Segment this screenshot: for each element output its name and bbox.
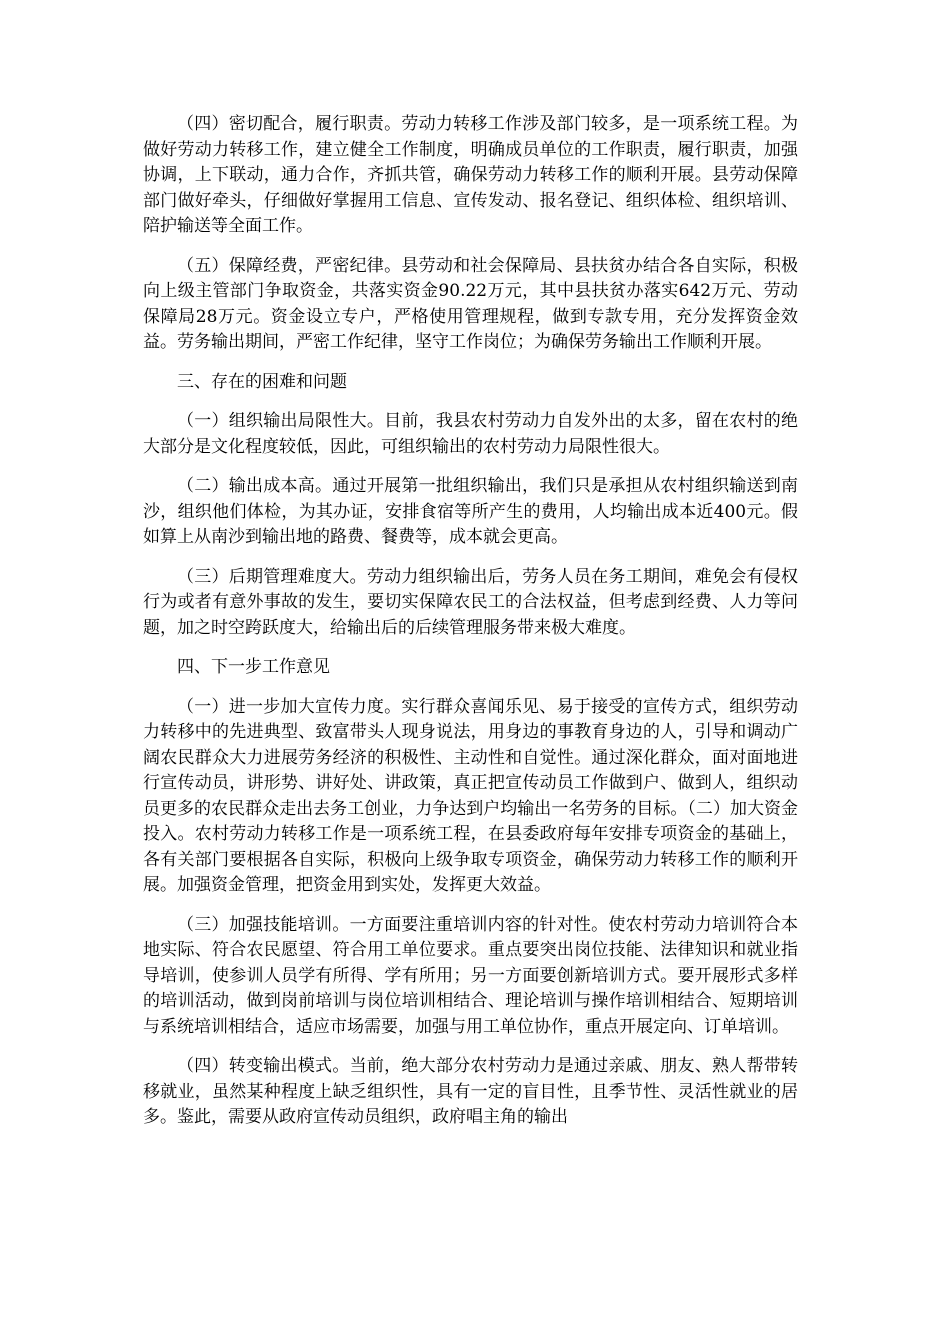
paragraph-training: （三）加强技能培训。一方面要注重培训内容的针对性。使农村劳动力培训符合本地实际、符合农民愿望、符合用工单位要求。重点要突出岗位技能、法律知识和就业指导培训，使参训人员学有所得、学有所用；另一方面要创新培训方式。要开展形式多样的培训活动，做到岗前培训与岗位培训相结合、理论培训与操作培训相结合、短期培训与系统培训相结合，适应市场需要，加强与用工单位协作，重点开展定向、订单培训。 — [143, 914, 798, 1037]
document-page — [143, 112, 798, 1145]
section-heading-problems: 三、存在的困难和问题 — [177, 371, 347, 392]
section-heading-next-steps: 四、下一步工作意见 — [177, 657, 330, 677]
paragraph-cooperation: （四）密切配合，履行职责。劳动力转移工作涉及部门较多，是一项系统工程。为做好劳动力转移工作，建立健全工作制度，明确成员单位的工作职责，履行职责，加强协调，上下联动，通力合作，齐抓共管，确保劳动力转移工作的顺利开展。县劳动保障部门做好牵头，仔细做好掌握用工信息、宣传发动、报名登记、组织体检、组织培训、陪护输送等全面工作。 — [143, 114, 798, 236]
paragraph-cost: （二）输出成本高。通过开展第一批组织输出，我们只是承担从农村组织输送到南沙，组织他们体检，为其办证，安排食宿等所产生的费用，人均输出成本近400元。假如算上从南沙到输出地的路费、餐费等，成本就会更高。 — [143, 476, 798, 547]
paragraph-publicity: （一）进一步加大宣传力度。实行群众喜闻乐见、易于接受的宣传方式，组织劳动力转移中的先进典型、致富带头人现身说法，用身边的事教育身边的人，引导和调动广阔农民群众大力进展劳务经济的积极性、主动性和自觉性。通过深化群众，面对面地进行宣传动员，讲形势、讲好处、讲政策，真正把宣传动员工作做到户、做到人，组织动员更多的农民群众走出去务工创业，力争达到户均输出一名劳务的目标。（二）加大资金投入。农村劳动力转移工作是一项系统工程，在县委政府每年安排专项资金的基础上，各有关部门要根据各自实际，积极向上级争取专项资金，确保劳动力转移工作的顺利开展。加强资金管理，把资金用到实处，发挥更大效益。 — [143, 696, 798, 895]
paragraph-management: （三）后期管理难度大。劳动力组织输出后，劳务人员在务工期间，难免会有侵权行为或者有意外事故的发生，要切实保障农民工的合法权益，但考虑到经费、人力等问题，加之时空跨跃度大，给输出后的后续管理服务带来极大难度。 — [143, 566, 798, 638]
paragraph-funding: （五）保障经费，严密纪律。县劳动和社会保障局、县扶贫办结合各自实际，积极向上级主管部门争取资金，共落实资金90.22万元，其中县扶贫办落实642万元、劳动保障局28万元。资金设立专户，严格使用管理规程，做到专款专用，充分发挥资金效益。劳务输出期间，严密工作纪律，坚守工作岗位；为确保劳务输出工作顺利开展。 — [143, 255, 798, 352]
paragraph-limitation: （一）组织输出局限性大。目前，我县农村劳动力自发外出的太多，留在农村的绝大部分是文化程度较低，因此，可组织输出的农村劳动力局限性很大。 — [143, 411, 798, 457]
paragraph-output-mode: （四）转变输出模式。当前，绝大部分农村劳动力是通过亲戚、朋友、熟人帮带转移就业，虽然某种程度上缺乏组织性，具有一定的盲目性，且季节性、灵活性就业的居多。鉴此，需要从政府宣传动员组织，政府唱主角的输出 — [143, 1056, 798, 1127]
